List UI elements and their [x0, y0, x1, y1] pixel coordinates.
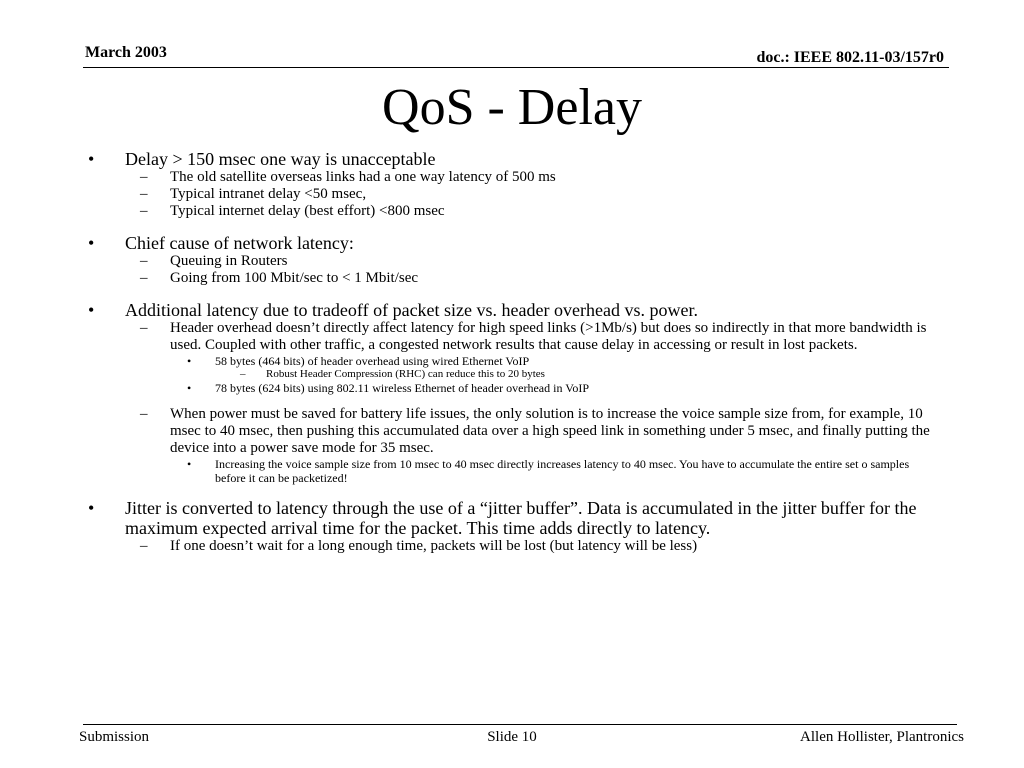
sub-bullet-text: When power must be saved for battery life issues, the only solution is to increase the voice sample size from, for example, 10 msec to 40 msec, then pushing this accumulated data over a high speed link in something under 5 msec, and finally putting the device into a power save mode for 35 msec.: [170, 406, 930, 456]
sub-bullet-text: Going from 100 Mbit/sec to < 1 Mbit/sec: [170, 270, 419, 286]
dash-marker: –: [140, 270, 148, 286]
sub-bullet-text: Typical internet delay (best effort) <800 msec: [170, 203, 445, 219]
slide-title: QoS - Delay: [382, 79, 642, 136]
header-divider: [83, 67, 949, 68]
footer-author: Allen Hollister, Plantronics: [800, 729, 964, 745]
bullet-marker: •: [88, 233, 95, 253]
bullet-marker: •: [187, 381, 192, 395]
bullet-latency-cause: [88, 233, 930, 253]
sub-bullet-text: Queuing in Routers: [170, 253, 288, 269]
sub-bullet-header-overhead: [140, 320, 930, 354]
sub-bullet-text: Typical intranet delay <50 msec,: [170, 186, 367, 202]
dash-marker: –: [140, 169, 148, 185]
bullet-text: Additional latency due to tradeoff of packet size vs. header overhead vs. power.: [125, 300, 698, 320]
slide-body: [0, 149, 1024, 555]
sub-bullet: [140, 253, 930, 270]
footer-slide-number: Slide 10: [487, 729, 537, 745]
dash-marker: –: [140, 203, 148, 219]
detail-bullet: [187, 457, 930, 485]
dash-marker: –: [140, 253, 148, 269]
detail-text: 58 bytes (464 bits) of header overhead using wired Ethernet VoIP: [215, 354, 530, 368]
bullet-marker: •: [88, 498, 95, 518]
dash-marker: –: [240, 368, 246, 380]
sub-bullet: [140, 270, 930, 287]
footer-submission: Submission: [79, 729, 150, 745]
bullet-additional-latency: [88, 300, 930, 320]
sub-bullet: [140, 186, 930, 203]
sub-bullet: [140, 203, 930, 220]
header-date: March 2003: [85, 44, 167, 61]
sub-bullet-power: [140, 406, 930, 457]
sub-bullet: [140, 169, 930, 186]
detail-sub-text: Robust Header Compression (RHC) can reduce this to 20 bytes: [266, 368, 545, 380]
sub-bullet-text: If one doesn’t wait for a long enough time, packets will be lost (but latency will be less): [170, 538, 698, 554]
bullet-marker: •: [88, 149, 95, 169]
detail-sub-bullet: [240, 368, 930, 381]
footer-divider: [83, 724, 957, 725]
sub-bullet-text: The old satellite overseas links had a one way latency of 500 ms: [170, 169, 556, 185]
sub-bullet-text: Header overhead doesn’t directly affect latency for high speed links (>1Mb/s) but does so indirectly in that more bandwidth is used. Coupled with other traffic, a congested network results that cause delay in accessing or result in lost packets.: [170, 320, 927, 353]
detail-bullet: [187, 354, 930, 368]
bullet-text: Chief cause of network latency:: [125, 233, 354, 253]
bullet-marker: •: [187, 354, 192, 368]
dash-marker: –: [140, 538, 148, 554]
bullet-marker: •: [88, 300, 95, 320]
detail-text: 78 bytes (624 bits) using 802.11 wireless Ethernet of header overhead in VoIP: [215, 381, 590, 395]
bullet-jitter: [88, 498, 930, 538]
dash-marker: –: [140, 406, 148, 422]
detail-text: Increasing the voice sample size from 10 msec to 40 msec directly increases latency to 40 msec. You have to accumulate the entire set o samples before it can be packetized!: [215, 457, 910, 485]
bullet-delay: [88, 149, 930, 169]
dash-marker: –: [140, 320, 148, 336]
detail-bullet: [187, 381, 930, 395]
sub-bullet: [140, 538, 930, 555]
bullet-marker: •: [187, 457, 192, 471]
header-doc-id: doc.: IEEE 802.11-03/157r0: [756, 49, 944, 66]
dash-marker: –: [140, 186, 148, 202]
bullet-text: Delay > 150 msec one way is unacceptable: [125, 149, 436, 169]
bullet-text: Jitter is converted to latency through the use of a “jitter buffer”. Data is accumulated in the jitter buffer for the maximum expected arrival time for the packet. This time adds directly to latency.: [125, 498, 917, 538]
